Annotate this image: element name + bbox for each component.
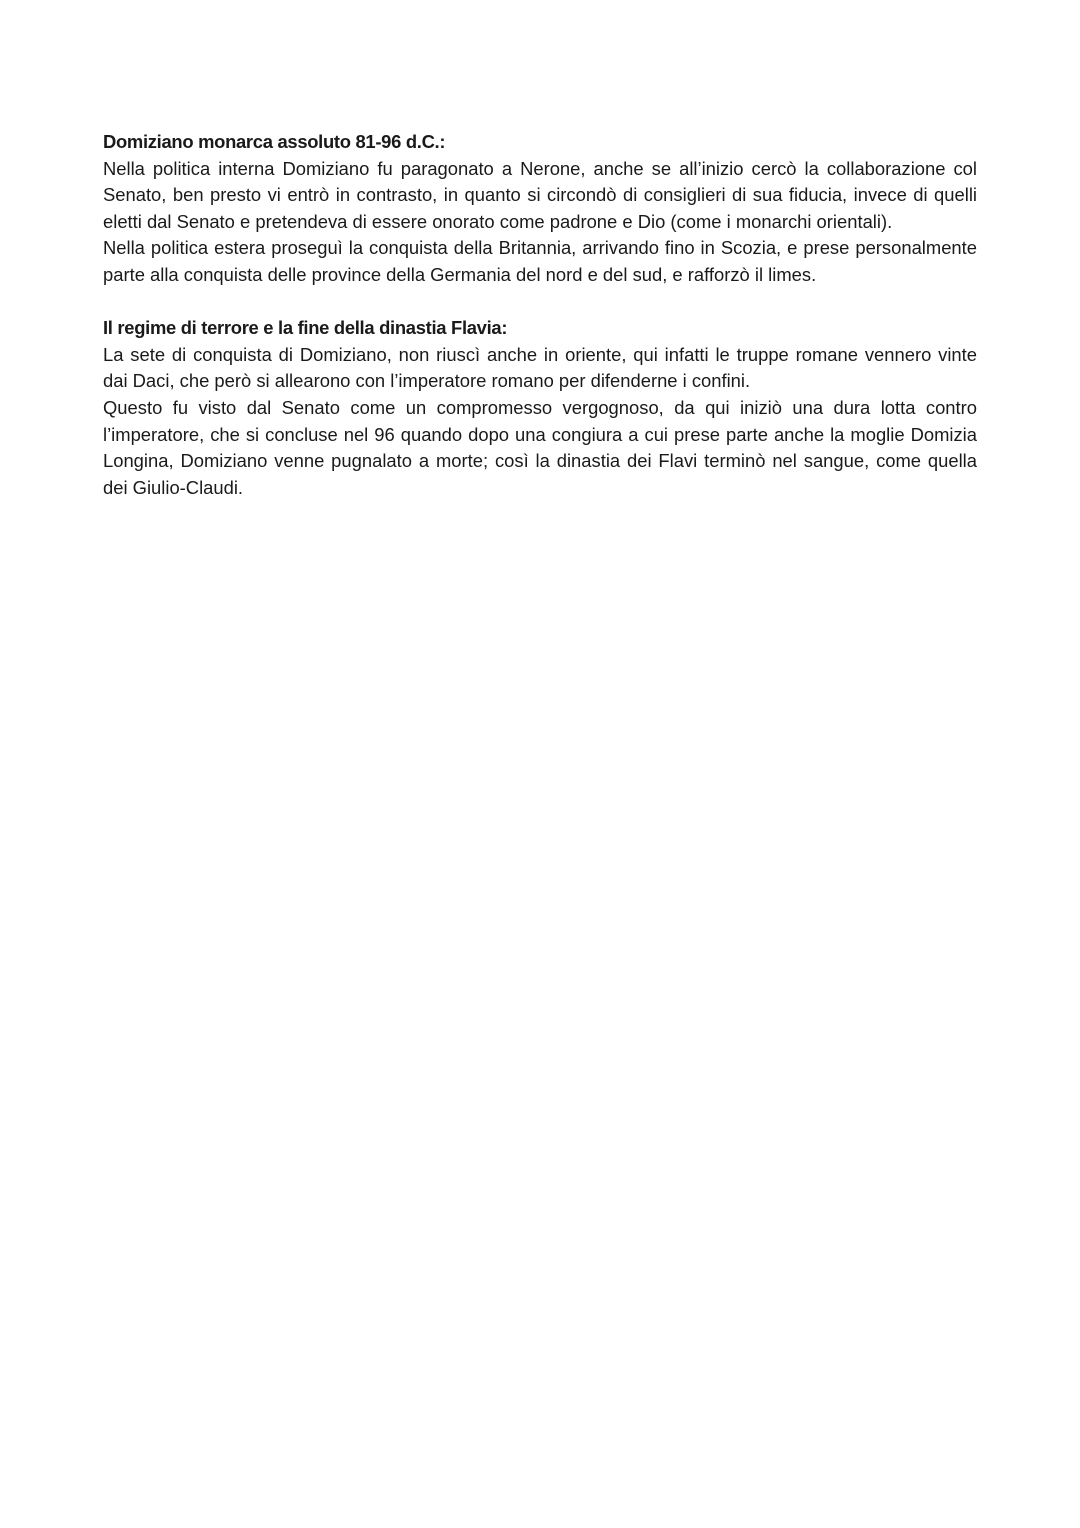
section-domiziano-monarca	[103, 129, 977, 289]
document-body	[103, 129, 977, 501]
paragraph: Questo fu visto dal Senato come un compromesso vergognoso, da qui iniziò una dura lotta contro l’imperatore, che si concluse nel 96 quando dopo una congiura a cui prese parte anche la moglie Domizia Longina, Domiziano venne pugnalato a morte; così la dinastia dei Flavi terminò nel sangue, come quella dei Giulio-Claudi.	[103, 396, 977, 498]
paragraph: Nella politica interna Domiziano fu paragonato a Nerone, anche se all’inizio cercò la collaborazione col Senato, ben presto vi entrò in contrasto, in quanto si circondò di consiglieri di sua fiducia, invece di quelli eletti dal Senato e pretendeva di essere onorato come padrone e Dio (come i monarchi orientali).	[103, 157, 977, 232]
section-heading: Il regime di terrore e la fine della dinastia Flavia:	[103, 317, 508, 339]
paragraph: La sete di conquista di Domiziano, non riuscì anche in oriente, qui infatti le truppe romane vennero vinte dai Daci, che però si allearono con l’imperatore romano per difenderne i confini.	[103, 343, 977, 392]
paragraph: Nella politica estera proseguì la conquista della Britannia, arrivando fino in Scozia, e prese personalmente parte alla conquista delle province della Germania del nord e del sud, e rafforzò il limes.	[103, 237, 977, 285]
section-heading: Domiziano monarca assoluto 81-96 d.C.:	[103, 131, 446, 152]
section-regime-di-terrore	[103, 315, 977, 501]
